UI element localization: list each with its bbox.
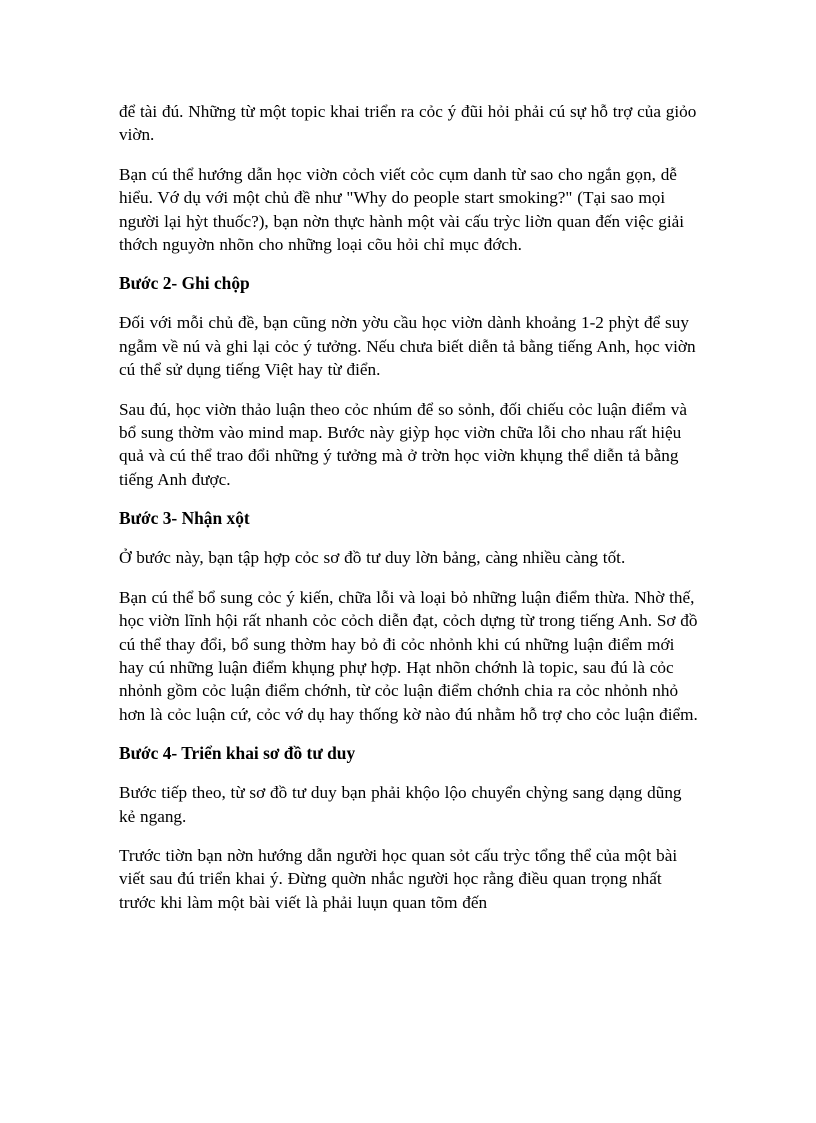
paragraph-step-2-discussion: Sau đú, học viờn thảo luận theo cỏc nhúm để so sỏnh, đối chiếu cỏc luận điểm và bổ sung thờm vào mind map. Bước này giỳp học viờn chữa lỗi cho nhau rất hiệu quả và cú thể trao đổi những ý tưởng mà ở trờn học viờn khụng thể diễn tả bằng tiếng Anh được.: [119, 399, 687, 489]
paragraph-step-3-board: Ở bước này, bạn tập hợp cỏc sơ đồ tư duy lờn bảng, càng nhiều càng tốt.: [119, 548, 626, 568]
heading-step-4: Bước 4- Triển khai sơ đồ tư duy: [119, 743, 356, 764]
heading-step-3: Bước 3- Nhận xột: [119, 508, 250, 529]
paragraph-step-3-feedback: Bạn cú thể bổ sung cỏc ý kiến, chữa lỗi và loại bỏ những luận điểm thừa. Nhờ thế, học viờn lĩnh hội rất nhanh cỏc cỏch diễn đạt, cỏch dựng từ trong tiếng Anh. Sơ đồ cú thể thay đổi, bổ sung thờm hay bỏ đi cỏc nhỏnh khi cú những luận điểm mới hay cú những luận điểm khụng phự hợp. Hạt nhõn chớnh là topic, sau đú là cỏc nhỏnh gồm cỏc luận điểm chớnh, từ cỏc luận điểm chớnh chia ra cỏc nhỏnh nhỏ hơn là cỏc luận cứ, cỏc vớ dụ hay thống kờ nào đú nhằm hỗ trợ cho cỏc luận điểm.: [119, 587, 698, 724]
paragraph-step-4-convert: Bước tiếp theo, từ sơ đồ tư duy bạn phải khộo lộo chuyển chỳng sang dạng dũng kẻ ngang.: [119, 783, 682, 826]
paragraph-step-2-ideas: Đối với mỗi chủ đề, bạn cũng nờn yờu cầu học viờn dành khoảng 1-2 phỳt để suy ngẫm về nú và ghi lại cỏc ý tưởng. Nếu chưa biết diễn tả bằng tiếng Anh, học viờn cú thể sử dụng tiếng Việt hay từ điển.: [119, 313, 696, 380]
paragraph-noun-phrases: Bạn cú thể hướng dẫn học viờn cỏch viết cỏc cụm danh từ sao cho ngắn gọn, dễ hiểu. Vớ dụ với một chủ đề như "Why do people start smoking?" (Tại sao mọi người lại hỳt thuốc?), bạn nờn thực hành một vài cấu trỳc liờn quan đến việc giải thớch nguyờn nhõn cho những loại cõu hỏi chỉ mục đớch.: [119, 164, 685, 255]
paragraph-intro-continued: để tài đú. Những từ một topic khai triển ra cỏc ý đũi hỏi phải cú sự hỗ trợ của giỏo viờn.: [119, 102, 697, 145]
heading-step-2: Bước 2- Ghi chộp: [119, 273, 250, 294]
paragraph-step-4-structure: Trước tiờn bạn nờn hướng dẫn người học quan sỏt cấu trỳc tổng thể của một bài viết sau đú triển khai ý. Đừng quờn nhắc người học rằng điều quan trọng nhất trước khi làm một bài viết là phải luụn quan tõm đến: [119, 845, 678, 912]
document-body: [119, 100, 699, 930]
